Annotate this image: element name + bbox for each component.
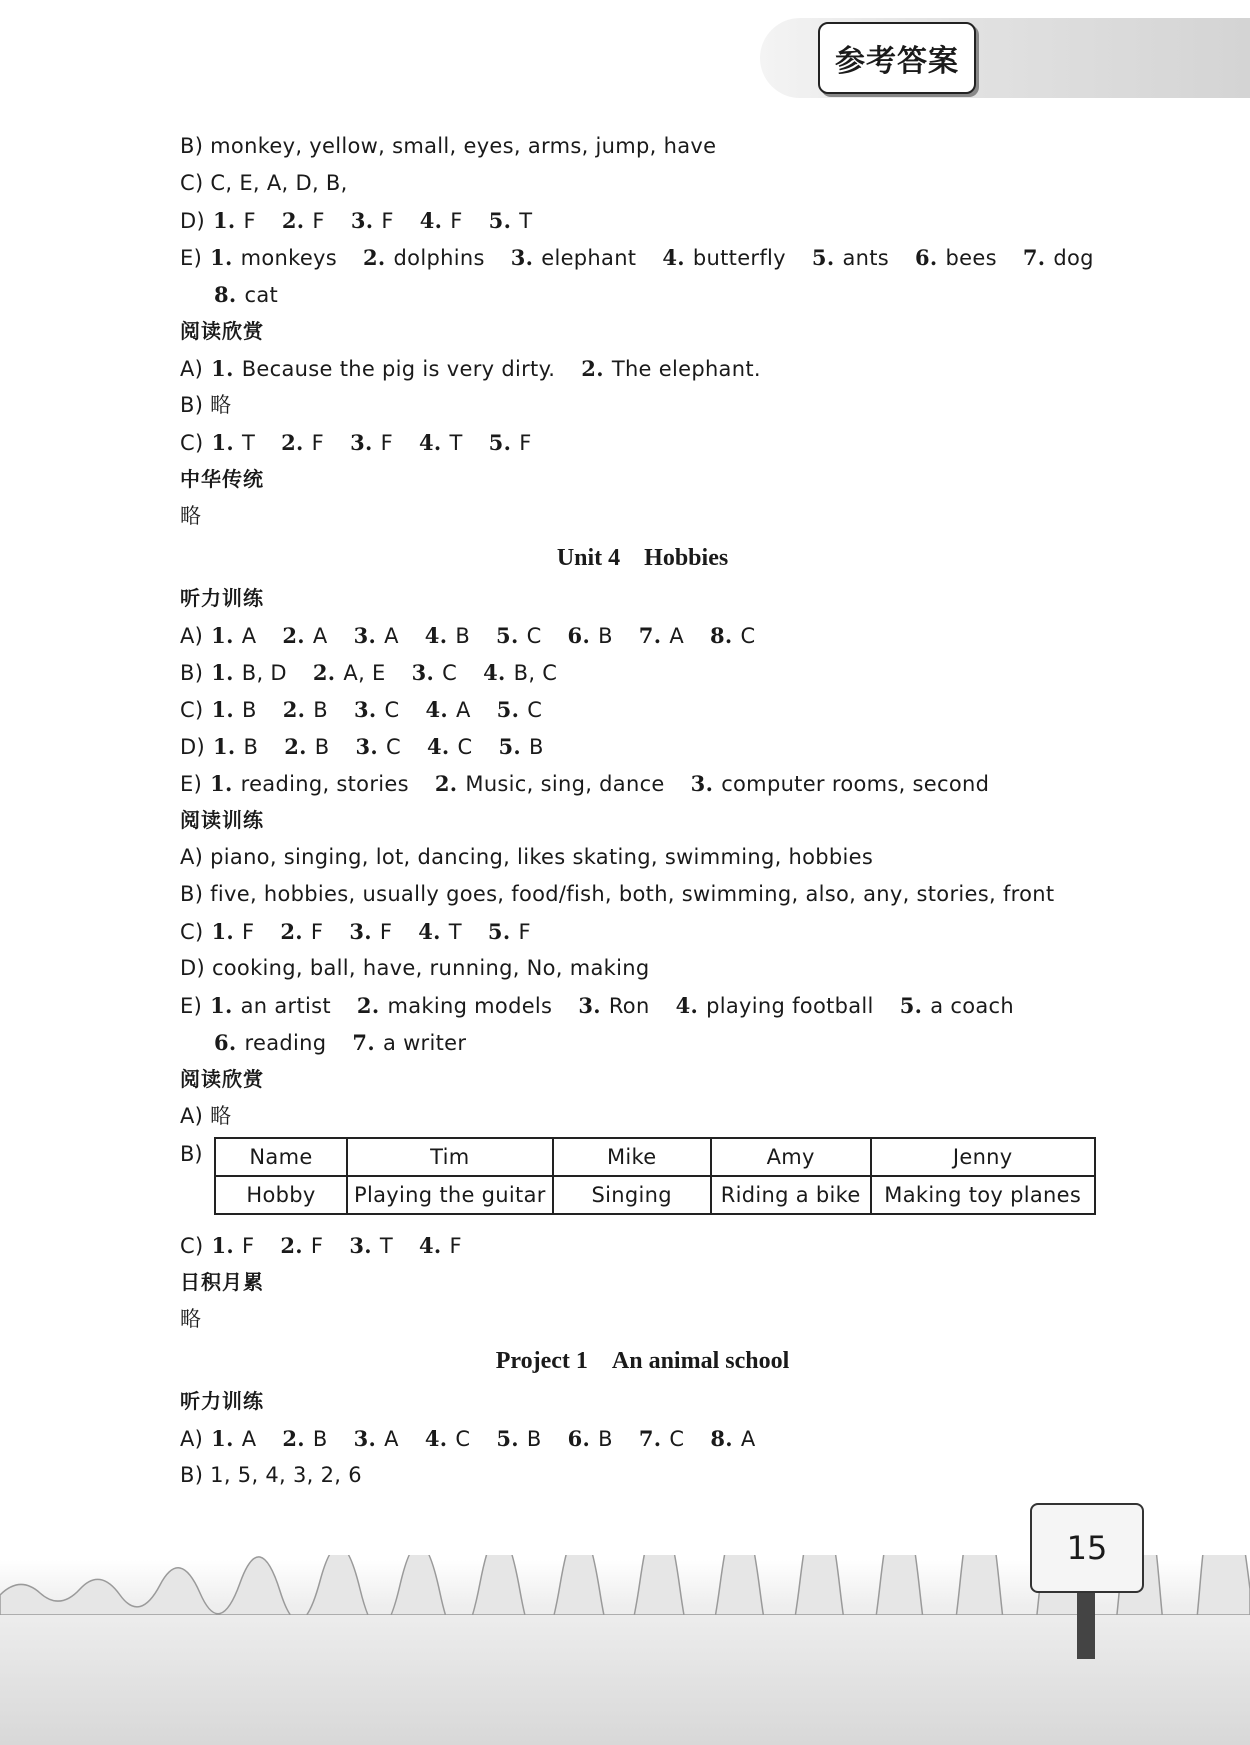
answer-line	[180, 728, 1105, 765]
answer-item	[313, 661, 386, 685]
answer-item	[425, 698, 470, 722]
answer-item	[211, 357, 555, 381]
answer-line	[180, 617, 1105, 654]
item-answer: A	[740, 1427, 756, 1451]
hobby-table	[214, 1137, 1096, 1215]
answer-item	[676, 994, 874, 1018]
item-prefix: A)	[180, 1427, 204, 1451]
answer-item	[498, 735, 543, 759]
item-answer: F	[310, 1234, 324, 1258]
item-number: 3.	[353, 1426, 377, 1451]
section-label: 中华传统	[180, 467, 264, 491]
unit-title	[180, 537, 1105, 580]
item-answer: reading, stories	[240, 772, 409, 796]
item-answer: C	[527, 698, 543, 722]
item-prefix: B)	[180, 1142, 203, 1166]
item-answer: C	[669, 1427, 685, 1451]
section-label: 阅读欣赏	[180, 319, 264, 343]
answer-item	[568, 1427, 613, 1451]
item-prefix: A)	[180, 357, 204, 381]
item-number: 5.	[496, 697, 520, 722]
answer-line: A) 略	[180, 1104, 232, 1128]
table-cell: Name	[215, 1138, 347, 1176]
answer-item	[662, 246, 786, 270]
answer-line: A) piano, singing, lot, dancing, likes skating, swimming, hobbies	[180, 845, 874, 869]
item-number: 7.	[352, 1030, 375, 1055]
item-prefix: E)	[180, 994, 203, 1018]
answer-line: D) cooking, ball, have, running, No, making	[180, 956, 650, 980]
item-answer: playing football	[706, 994, 874, 1018]
item-number: 1.	[211, 1233, 234, 1258]
answer-item	[354, 1427, 399, 1451]
unit-number: Unit 4	[556, 545, 621, 571]
item-answer: C	[386, 735, 401, 759]
item-answer: A	[241, 1427, 257, 1451]
item-answer: T	[449, 431, 463, 455]
item-answer: F	[450, 209, 463, 233]
answer-item	[497, 698, 543, 722]
answer-item	[211, 920, 254, 944]
item-answer: bees	[945, 246, 997, 270]
item-answer: making models	[387, 994, 553, 1018]
item-answer: F	[243, 209, 256, 233]
table-cell: Mike	[553, 1138, 711, 1176]
item-number: 5.	[488, 430, 512, 455]
item-number: 4.	[483, 660, 506, 685]
table-cell: Hobby	[215, 1176, 347, 1214]
item-number: 2.	[280, 1233, 303, 1258]
answer-item	[214, 283, 278, 307]
item-number: 2.	[284, 734, 307, 759]
answer-item	[363, 246, 485, 270]
item-answer: Because the pig is very dirty.	[241, 357, 556, 381]
answer-item	[349, 1234, 393, 1258]
item-answer: C	[740, 624, 756, 648]
answer-item	[354, 624, 399, 648]
answer-line	[180, 654, 1105, 691]
item-answer: F	[519, 431, 532, 455]
item-prefix: A)	[180, 624, 204, 648]
item-answer: dog	[1053, 246, 1094, 270]
item-number: 4.	[418, 919, 441, 944]
answer-item	[412, 661, 458, 685]
answer-item	[639, 1427, 685, 1451]
item-answer: C	[442, 661, 458, 685]
item-number: 1.	[210, 245, 233, 270]
item-answer: F	[311, 431, 325, 455]
answer-item	[357, 994, 552, 1018]
item-answer: an artist	[240, 994, 331, 1018]
answer-line	[180, 913, 1105, 950]
item-number: 7.	[1022, 245, 1046, 270]
item-number: 6.	[567, 623, 591, 648]
answer-item	[915, 246, 997, 270]
answer-item	[210, 772, 409, 796]
answer-item	[280, 920, 323, 944]
item-number: 7.	[638, 623, 662, 648]
answer-item	[213, 209, 256, 233]
answer-line: B) 略	[180, 393, 232, 417]
item-answer: butterfly	[692, 246, 786, 270]
item-answer: A	[241, 624, 257, 648]
answer-line	[180, 202, 1105, 239]
item-number: 2.	[282, 623, 305, 648]
table-cell: Riding a bike	[711, 1176, 871, 1214]
answer-item	[351, 209, 394, 233]
answer-item	[211, 698, 256, 722]
item-prefix: E)	[180, 246, 203, 270]
section-label: 听力训练	[180, 1389, 264, 1413]
item-number: 3.	[349, 1233, 372, 1258]
answer-line	[180, 276, 1105, 313]
item-answer: A, E	[343, 661, 386, 685]
item-answer: F	[449, 1234, 462, 1258]
item-answer: B	[243, 735, 259, 759]
answer-line: 略	[180, 504, 202, 528]
answer-key-badge: 参考答案	[818, 22, 976, 94]
item-answer: A	[456, 698, 471, 722]
item-answer: T	[379, 1234, 393, 1258]
item-number: 4.	[424, 623, 448, 648]
item-answer: F	[242, 1234, 255, 1258]
answer-line: 略	[180, 1307, 202, 1331]
item-prefix: C)	[180, 920, 204, 944]
item-answer: a coach	[930, 994, 1014, 1018]
answer-item	[710, 624, 756, 648]
section-label: 听力训练	[180, 586, 264, 610]
item-number: 4.	[426, 734, 450, 759]
project-name: An animal school	[611, 1348, 790, 1374]
answer-item	[355, 735, 401, 759]
answer-item	[691, 772, 990, 796]
item-prefix: B)	[180, 661, 204, 685]
item-answer: C	[457, 735, 473, 759]
item-number: 3.	[690, 771, 714, 796]
item-number: 5.	[496, 1426, 519, 1451]
answer-item	[211, 624, 256, 648]
answer-item	[284, 735, 329, 759]
answer-item	[511, 246, 637, 270]
answer-line: B) 1, 5, 4, 3, 2, 6	[180, 1463, 362, 1487]
answer-item	[812, 246, 889, 270]
answer-line	[180, 987, 1105, 1024]
section-label: 阅读欣赏	[180, 1067, 264, 1091]
project-number: Project 1	[495, 1348, 588, 1374]
item-answer: C	[526, 624, 542, 648]
item-number: 5.	[496, 623, 519, 648]
item-answer: a writer	[382, 1031, 467, 1055]
answer-item	[349, 920, 392, 944]
item-number: 5.	[899, 993, 923, 1018]
item-number: 1.	[211, 919, 234, 944]
answer-item	[581, 357, 761, 381]
item-answer: F	[381, 209, 394, 233]
item-answer: T	[448, 920, 462, 944]
item-number: 2.	[581, 356, 604, 381]
item-answer: B	[313, 698, 328, 722]
item-answer: F	[518, 920, 531, 944]
item-number: 3.	[578, 993, 601, 1018]
item-number: 1.	[210, 771, 233, 796]
answer-item	[419, 1234, 462, 1258]
item-number: 4.	[419, 208, 443, 233]
answer-line: C) C, E, A, D, B,	[180, 171, 348, 195]
answer-item	[282, 209, 325, 233]
table-row	[215, 1176, 1095, 1214]
item-number: 4.	[662, 245, 685, 270]
answer-item	[352, 1031, 466, 1055]
item-answer: T	[242, 431, 256, 455]
table-cell: Playing the guitar	[347, 1176, 553, 1214]
answer-line	[180, 239, 1105, 276]
item-answer: B	[455, 624, 471, 648]
item-answer: F	[379, 920, 393, 944]
item-answer: The elephant.	[611, 357, 761, 381]
table-cell: Tim	[347, 1138, 553, 1176]
item-answer: B	[312, 1427, 328, 1451]
item-number: 2.	[282, 697, 306, 722]
answer-item	[283, 698, 328, 722]
item-number: 4.	[418, 430, 442, 455]
answer-item	[489, 209, 533, 233]
section-label: 日积月累	[180, 1270, 264, 1294]
item-number: 1.	[211, 430, 234, 455]
answer-item	[419, 431, 463, 455]
answer-item	[900, 994, 1014, 1018]
item-number: 1.	[211, 1426, 234, 1451]
item-answer: B	[314, 735, 330, 759]
item-answer: F	[310, 920, 324, 944]
item-number: 3.	[349, 919, 372, 944]
item-answer: B	[598, 1427, 613, 1451]
item-answer: B	[242, 698, 257, 722]
item-answer: C	[455, 1427, 471, 1451]
hobby-table-row	[180, 1137, 1105, 1227]
item-number: 1.	[210, 993, 233, 1018]
answer-line	[180, 691, 1105, 728]
item-number: 1.	[211, 356, 234, 381]
answer-item	[211, 661, 287, 685]
table-row	[215, 1138, 1095, 1176]
item-number: 3.	[350, 208, 374, 233]
item-number: 1.	[211, 697, 234, 722]
item-answer: C	[384, 698, 400, 722]
item-number: 3.	[350, 430, 373, 455]
item-number: 2.	[281, 208, 305, 233]
item-number: 7.	[638, 1426, 662, 1451]
item-number: 2.	[280, 919, 303, 944]
item-number: 5.	[498, 734, 521, 759]
table-cell: Singing	[553, 1176, 711, 1214]
table-cell: Amy	[711, 1138, 871, 1176]
item-answer: B, C	[513, 661, 558, 685]
answer-item	[418, 920, 462, 944]
answer-item	[211, 1234, 254, 1258]
item-number: 2.	[282, 1426, 305, 1451]
item-answer: B, D	[241, 661, 287, 685]
item-answer: F	[242, 920, 255, 944]
item-number: 5.	[811, 245, 835, 270]
answer-item	[483, 661, 557, 685]
item-answer: F	[312, 209, 325, 233]
answer-item	[282, 624, 327, 648]
item-answer: cat	[244, 283, 279, 307]
item-number: 3.	[353, 697, 377, 722]
item-number: 2.	[434, 771, 458, 796]
answer-item	[425, 624, 470, 648]
answer-item	[211, 431, 255, 455]
item-prefix: D)	[180, 209, 205, 233]
item-number: 8.	[709, 623, 733, 648]
item-answer: Ron	[608, 994, 650, 1018]
item-answer: B	[529, 735, 544, 759]
answer-item	[214, 1031, 326, 1055]
answer-item	[282, 1427, 327, 1451]
item-number: 6.	[214, 1030, 237, 1055]
answer-item	[488, 920, 531, 944]
item-number: 3.	[355, 734, 378, 759]
answer-item	[211, 1427, 256, 1451]
item-number: 5.	[488, 208, 512, 233]
item-number: 1.	[211, 623, 234, 648]
answer-item	[425, 1427, 471, 1451]
item-number: 3.	[411, 660, 435, 685]
table-cell: Making toy planes	[871, 1176, 1095, 1214]
answer-item	[710, 1427, 755, 1451]
item-number: 3.	[510, 245, 534, 270]
answer-item	[281, 431, 324, 455]
answer-item	[496, 624, 542, 648]
answer-item	[210, 246, 337, 270]
answer-item	[578, 994, 649, 1018]
item-prefix: D)	[180, 735, 205, 759]
item-prefix: C)	[180, 698, 204, 722]
item-number: 2.	[363, 245, 386, 270]
item-prefix: C)	[180, 431, 204, 455]
item-number: 6.	[567, 1426, 591, 1451]
item-number: 6.	[915, 245, 938, 270]
answer-item	[213, 735, 258, 759]
answer-line	[180, 1227, 1105, 1264]
item-answer: T	[519, 209, 533, 233]
answer-item	[639, 624, 684, 648]
signpost-pole	[1077, 1589, 1095, 1659]
answer-item	[354, 698, 400, 722]
answer-item	[1023, 246, 1094, 270]
item-number: 2.	[356, 993, 380, 1018]
page-number: 15	[1030, 1503, 1144, 1593]
answer-item	[568, 624, 613, 648]
item-number: 4.	[425, 697, 448, 722]
section-label: 阅读训练	[180, 808, 264, 832]
item-number: 4.	[424, 1426, 448, 1451]
item-number: 1.	[212, 208, 236, 233]
item-answer: Music, sing, dance	[465, 772, 665, 796]
item-answer: reading	[244, 1031, 327, 1055]
item-answer: F	[380, 431, 393, 455]
item-answer: ants	[842, 246, 890, 270]
item-number: 1.	[211, 660, 234, 685]
answer-line	[180, 350, 1105, 387]
answer-line: B) monkey, yellow, small, eyes, arms, jump, have	[180, 134, 717, 158]
answer-line	[180, 1024, 1105, 1061]
item-number: 4.	[418, 1233, 442, 1258]
item-number: 4.	[675, 993, 699, 1018]
item-number: 2.	[312, 660, 336, 685]
answer-item	[210, 994, 331, 1018]
unit-name: Hobbies	[644, 545, 729, 571]
answer-item	[427, 735, 473, 759]
item-answer: B	[598, 624, 613, 648]
answer-item	[435, 772, 665, 796]
item-answer: A	[384, 1427, 399, 1451]
item-number: 8.	[214, 282, 237, 307]
project-title	[180, 1340, 1105, 1383]
item-number: 5.	[487, 919, 511, 944]
item-answer: dolphins	[393, 246, 485, 270]
item-number: 2.	[281, 430, 304, 455]
table-cell: Jenny	[871, 1138, 1095, 1176]
answer-line	[180, 1420, 1105, 1457]
item-prefix: C)	[180, 1234, 204, 1258]
item-number: 8.	[710, 1426, 733, 1451]
item-number: 3.	[353, 623, 377, 648]
answer-item	[420, 209, 463, 233]
answer-content	[180, 128, 1105, 1494]
answer-item	[350, 431, 393, 455]
item-answer: elephant	[541, 246, 637, 270]
item-answer: A	[312, 624, 328, 648]
item-answer: A	[384, 624, 399, 648]
item-answer: monkeys	[240, 246, 338, 270]
answer-item	[496, 1427, 541, 1451]
answer-item	[489, 431, 532, 455]
answer-line	[180, 765, 1105, 802]
item-answer: A	[669, 624, 684, 648]
answer-line: B) five, hobbies, usually goes, food/fish, both, swimming, also, any, stories, front	[180, 882, 1055, 906]
item-answer: B	[526, 1427, 542, 1451]
item-prefix: E)	[180, 772, 203, 796]
answer-line	[180, 424, 1105, 461]
item-number: 1.	[212, 734, 236, 759]
item-answer: computer rooms, second	[721, 772, 990, 796]
answer-item	[280, 1234, 323, 1258]
